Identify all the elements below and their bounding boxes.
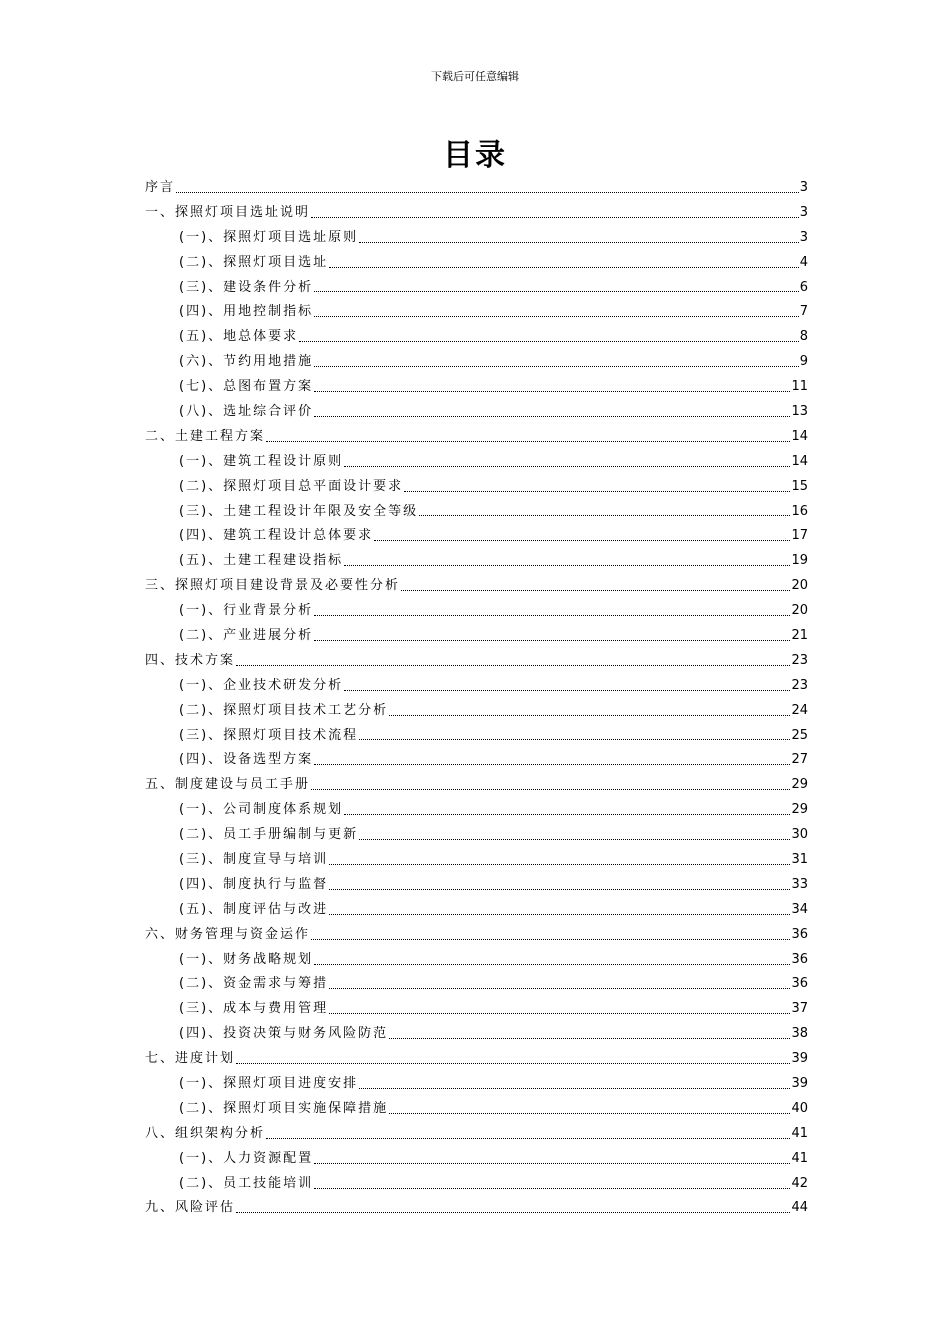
toc-entry[interactable]	[145, 897, 808, 922]
toc-entry-label: (四)、投资决策与财务风险防范	[179, 1026, 389, 1042]
toc-entry[interactable]	[145, 1196, 808, 1221]
toc-leader-dots	[359, 1088, 790, 1089]
toc-entry[interactable]	[145, 424, 808, 449]
toc-entry-page: 38	[791, 1026, 808, 1042]
toc-leader-dots	[236, 1063, 790, 1064]
toc-entry-page: 3	[799, 204, 808, 220]
toc-leader-dots	[314, 640, 790, 641]
toc-entry[interactable]	[145, 349, 808, 374]
toc-entry-label: (一)、企业技术研发分析	[179, 677, 344, 693]
toc-entry-label: 一、探照灯项目选址说明	[145, 204, 311, 220]
toc-entry[interactable]	[145, 275, 808, 300]
toc-entry[interactable]	[145, 225, 808, 250]
toc-entry[interactable]	[145, 200, 808, 225]
toc-entry-label: (二)、产业进展分析	[179, 627, 314, 643]
toc-leader-dots	[314, 1163, 790, 1164]
toc-entry-label: (二)、资金需求与筹措	[179, 976, 329, 992]
toc-entry-page: 29	[791, 777, 808, 793]
toc-entry-label: (四)、制度执行与监督	[179, 876, 329, 892]
toc-entry-page: 7	[799, 304, 808, 320]
toc-entry-label: 七、进度计划	[145, 1051, 236, 1067]
toc-leader-dots	[266, 441, 790, 442]
toc-entry-page: 39	[791, 1051, 808, 1067]
toc-entry-page: 19	[791, 553, 808, 569]
toc-leader-dots	[329, 988, 790, 989]
toc-leader-dots	[314, 615, 790, 616]
toc-entry[interactable]	[145, 499, 808, 524]
toc-entry[interactable]	[145, 922, 808, 947]
toc-entry[interactable]	[145, 1146, 808, 1171]
toc-entry-label: (二)、员工手册编制与更新	[179, 827, 359, 843]
toc-entry-label: (一)、行业背景分析	[179, 603, 314, 619]
toc-entry-label: 九、风险评估	[145, 1200, 236, 1216]
toc-leader-dots	[404, 491, 790, 492]
toc-leader-dots	[329, 914, 790, 915]
toc-entry[interactable]	[145, 623, 808, 648]
toc-entry-page: 11	[791, 379, 808, 395]
toc-entry-page: 41	[791, 1150, 808, 1166]
toc-entry-label: (五)、土建工程建设指标	[179, 553, 344, 569]
toc-leader-dots	[359, 242, 799, 243]
toc-leader-dots	[344, 466, 790, 467]
toc-entry-page: 24	[791, 702, 808, 718]
toc-entry-label: (三)、土建工程设计年限及安全等级	[179, 503, 419, 519]
toc-entry-page: 37	[791, 1001, 808, 1017]
toc-entry-page: 21	[791, 627, 808, 643]
toc-entry-page: 4	[799, 254, 808, 270]
toc-entry-page: 33	[791, 876, 808, 892]
toc-entry-label: (七)、总图布置方案	[179, 379, 314, 395]
toc-leader-dots	[236, 665, 790, 666]
toc-leader-dots	[419, 515, 790, 516]
toc-entry-page: 29	[791, 802, 808, 818]
toc-leader-dots	[389, 1113, 790, 1114]
toc-entry-page: 20	[791, 603, 808, 619]
toc-leader-dots	[299, 341, 799, 342]
toc-entry[interactable]	[145, 1096, 808, 1121]
toc-leader-dots	[314, 291, 799, 292]
toc-entry-label: (一)、财务战略规划	[179, 951, 314, 967]
toc-leader-dots	[314, 391, 790, 392]
toc-entry[interactable]	[145, 1021, 808, 1046]
toc-entry-page: 36	[791, 951, 808, 967]
header-note: 下载后可任意编辑	[431, 70, 519, 83]
toc-entry-label: (一)、探照灯项目选址原则	[179, 229, 359, 245]
toc-entry[interactable]	[145, 1121, 808, 1146]
toc-leader-dots	[344, 814, 790, 815]
toc-entry-label: (三)、建设条件分析	[179, 279, 314, 295]
toc-entry-label: (四)、建筑工程设计总体要求	[179, 528, 374, 544]
toc-entry-label: 序言	[145, 179, 176, 195]
toc-entry[interactable]	[145, 996, 808, 1021]
toc-entry-page: 17	[791, 528, 808, 544]
toc-entry-page: 25	[791, 727, 808, 743]
toc-entry[interactable]	[145, 573, 808, 598]
toc-entry[interactable]	[145, 947, 808, 972]
toc-entry-page: 44	[791, 1200, 808, 1216]
toc-entry-page: 23	[791, 677, 808, 693]
toc-entry-page: 40	[791, 1100, 808, 1116]
toc-leader-dots	[314, 964, 790, 965]
toc-entry-label: (三)、制度宣导与培训	[179, 851, 329, 867]
toc-entry-page: 30	[791, 827, 808, 843]
toc-leader-dots	[344, 690, 790, 691]
toc-entry-label: (一)、建筑工程设计原则	[179, 453, 344, 469]
toc-entry-label: (二)、探照灯项目实施保障措施	[179, 1100, 389, 1116]
toc-entry[interactable]	[145, 598, 808, 623]
toc-entry[interactable]	[145, 972, 808, 997]
toc-entry-label: (五)、地总体要求	[179, 329, 299, 345]
toc-leader-dots	[344, 565, 790, 566]
toc-leader-dots	[311, 217, 799, 218]
toc-leader-dots	[329, 267, 799, 268]
toc-entry-label: 三、探照灯项目建设背景及必要性分析	[145, 578, 401, 594]
toc-leader-dots	[314, 1188, 790, 1189]
table-of-contents	[145, 175, 808, 1220]
toc-leader-dots	[176, 192, 799, 193]
toc-entry[interactable]	[145, 449, 808, 474]
toc-entry-page: 3	[799, 179, 808, 195]
toc-entry-label: (二)、探照灯项目技术工艺分析	[179, 702, 389, 718]
toc-entry[interactable]	[145, 797, 808, 822]
toc-leader-dots	[359, 739, 790, 740]
toc-entry[interactable]	[145, 324, 808, 349]
toc-entry[interactable]	[145, 250, 808, 275]
toc-entry-page: 14	[791, 428, 808, 444]
toc-entry-page: 42	[791, 1175, 808, 1191]
toc-leader-dots	[359, 839, 790, 840]
toc-entry[interactable]	[145, 399, 808, 424]
toc-entry-page: 34	[791, 901, 808, 917]
toc-entry-page: 23	[791, 652, 808, 668]
toc-entry-label: 四、技术方案	[145, 652, 236, 668]
toc-leader-dots	[236, 1212, 790, 1213]
toc-entry-label: (二)、探照灯项目选址	[179, 254, 329, 270]
toc-entry-label: (二)、探照灯项目总平面设计要求	[179, 478, 404, 494]
toc-entry-label: (八)、选址综合评价	[179, 403, 314, 419]
toc-entry-page: 36	[791, 976, 808, 992]
toc-entry-page: 36	[791, 926, 808, 942]
toc-leader-dots	[311, 789, 790, 790]
toc-entry[interactable]	[145, 1071, 808, 1096]
toc-entry-page: 8	[799, 329, 808, 345]
toc-leader-dots	[266, 1138, 790, 1139]
toc-leader-dots	[314, 316, 799, 317]
toc-entry-page: 3	[799, 229, 808, 245]
toc-entry-page: 16	[791, 503, 808, 519]
toc-entry-page: 9	[799, 354, 808, 370]
toc-entry[interactable]	[145, 175, 808, 200]
toc-entry-page: 31	[791, 851, 808, 867]
toc-entry-label: (六)、节约用地措施	[179, 354, 314, 370]
toc-entry[interactable]	[145, 747, 808, 772]
toc-leader-dots	[329, 864, 790, 865]
toc-entry-label: (四)、设备选型方案	[179, 752, 314, 768]
toc-entry-label: (三)、探照灯项目技术流程	[179, 727, 359, 743]
toc-leader-dots	[329, 1013, 790, 1014]
toc-entry-page: 41	[791, 1125, 808, 1141]
toc-entry-page: 15	[791, 478, 808, 494]
toc-entry-label: 六、财务管理与资金运作	[145, 926, 311, 942]
toc-leader-dots	[314, 764, 790, 765]
toc-leader-dots	[374, 540, 790, 541]
toc-entry-label: (三)、成本与费用管理	[179, 1001, 329, 1017]
toc-entry-page: 13	[791, 403, 808, 419]
toc-entry-label: (四)、用地控制指标	[179, 304, 314, 320]
toc-entry[interactable]	[145, 772, 808, 797]
toc-entry[interactable]	[145, 299, 808, 324]
toc-leader-dots	[389, 1038, 790, 1039]
toc-leader-dots	[329, 889, 790, 890]
toc-entry-label: 八、组织架构分析	[145, 1125, 266, 1141]
toc-entry[interactable]	[145, 872, 808, 897]
toc-entry[interactable]	[145, 847, 808, 872]
toc-entry-page: 20	[791, 578, 808, 594]
toc-leader-dots	[311, 939, 790, 940]
toc-entry[interactable]	[145, 1171, 808, 1196]
toc-leader-dots	[401, 590, 790, 591]
page-title: 目录	[443, 138, 507, 173]
toc-leader-dots	[314, 416, 790, 417]
toc-leader-dots	[389, 715, 790, 716]
toc-entry[interactable]	[145, 523, 808, 548]
toc-entry[interactable]	[145, 822, 808, 847]
toc-entry[interactable]	[145, 374, 808, 399]
toc-entry-label: (一)、人力资源配置	[179, 1150, 314, 1166]
toc-entry-page: 27	[791, 752, 808, 768]
toc-entry[interactable]	[145, 1046, 808, 1071]
toc-entry[interactable]	[145, 474, 808, 499]
toc-entry-label: (一)、探照灯项目进度安排	[179, 1076, 359, 1091]
toc-leader-dots	[314, 366, 799, 367]
toc-entry-page: 14	[791, 453, 808, 469]
toc-entry-page: 6	[799, 279, 808, 295]
toc-entry-page: 39	[791, 1076, 808, 1091]
toc-entry[interactable]	[145, 648, 808, 673]
toc-entry-label: (五)、制度评估与改进	[179, 901, 329, 917]
toc-entry-label: (一)、公司制度体系规划	[179, 802, 344, 818]
toc-entry-label: 二、土建工程方案	[145, 428, 266, 444]
toc-entry[interactable]	[145, 673, 808, 698]
toc-entry-label: 五、制度建设与员工手册	[145, 777, 311, 793]
toc-entry[interactable]	[145, 723, 808, 748]
toc-entry[interactable]	[145, 698, 808, 723]
toc-entry-label: (二)、员工技能培训	[179, 1175, 314, 1191]
toc-entry[interactable]	[145, 548, 808, 573]
